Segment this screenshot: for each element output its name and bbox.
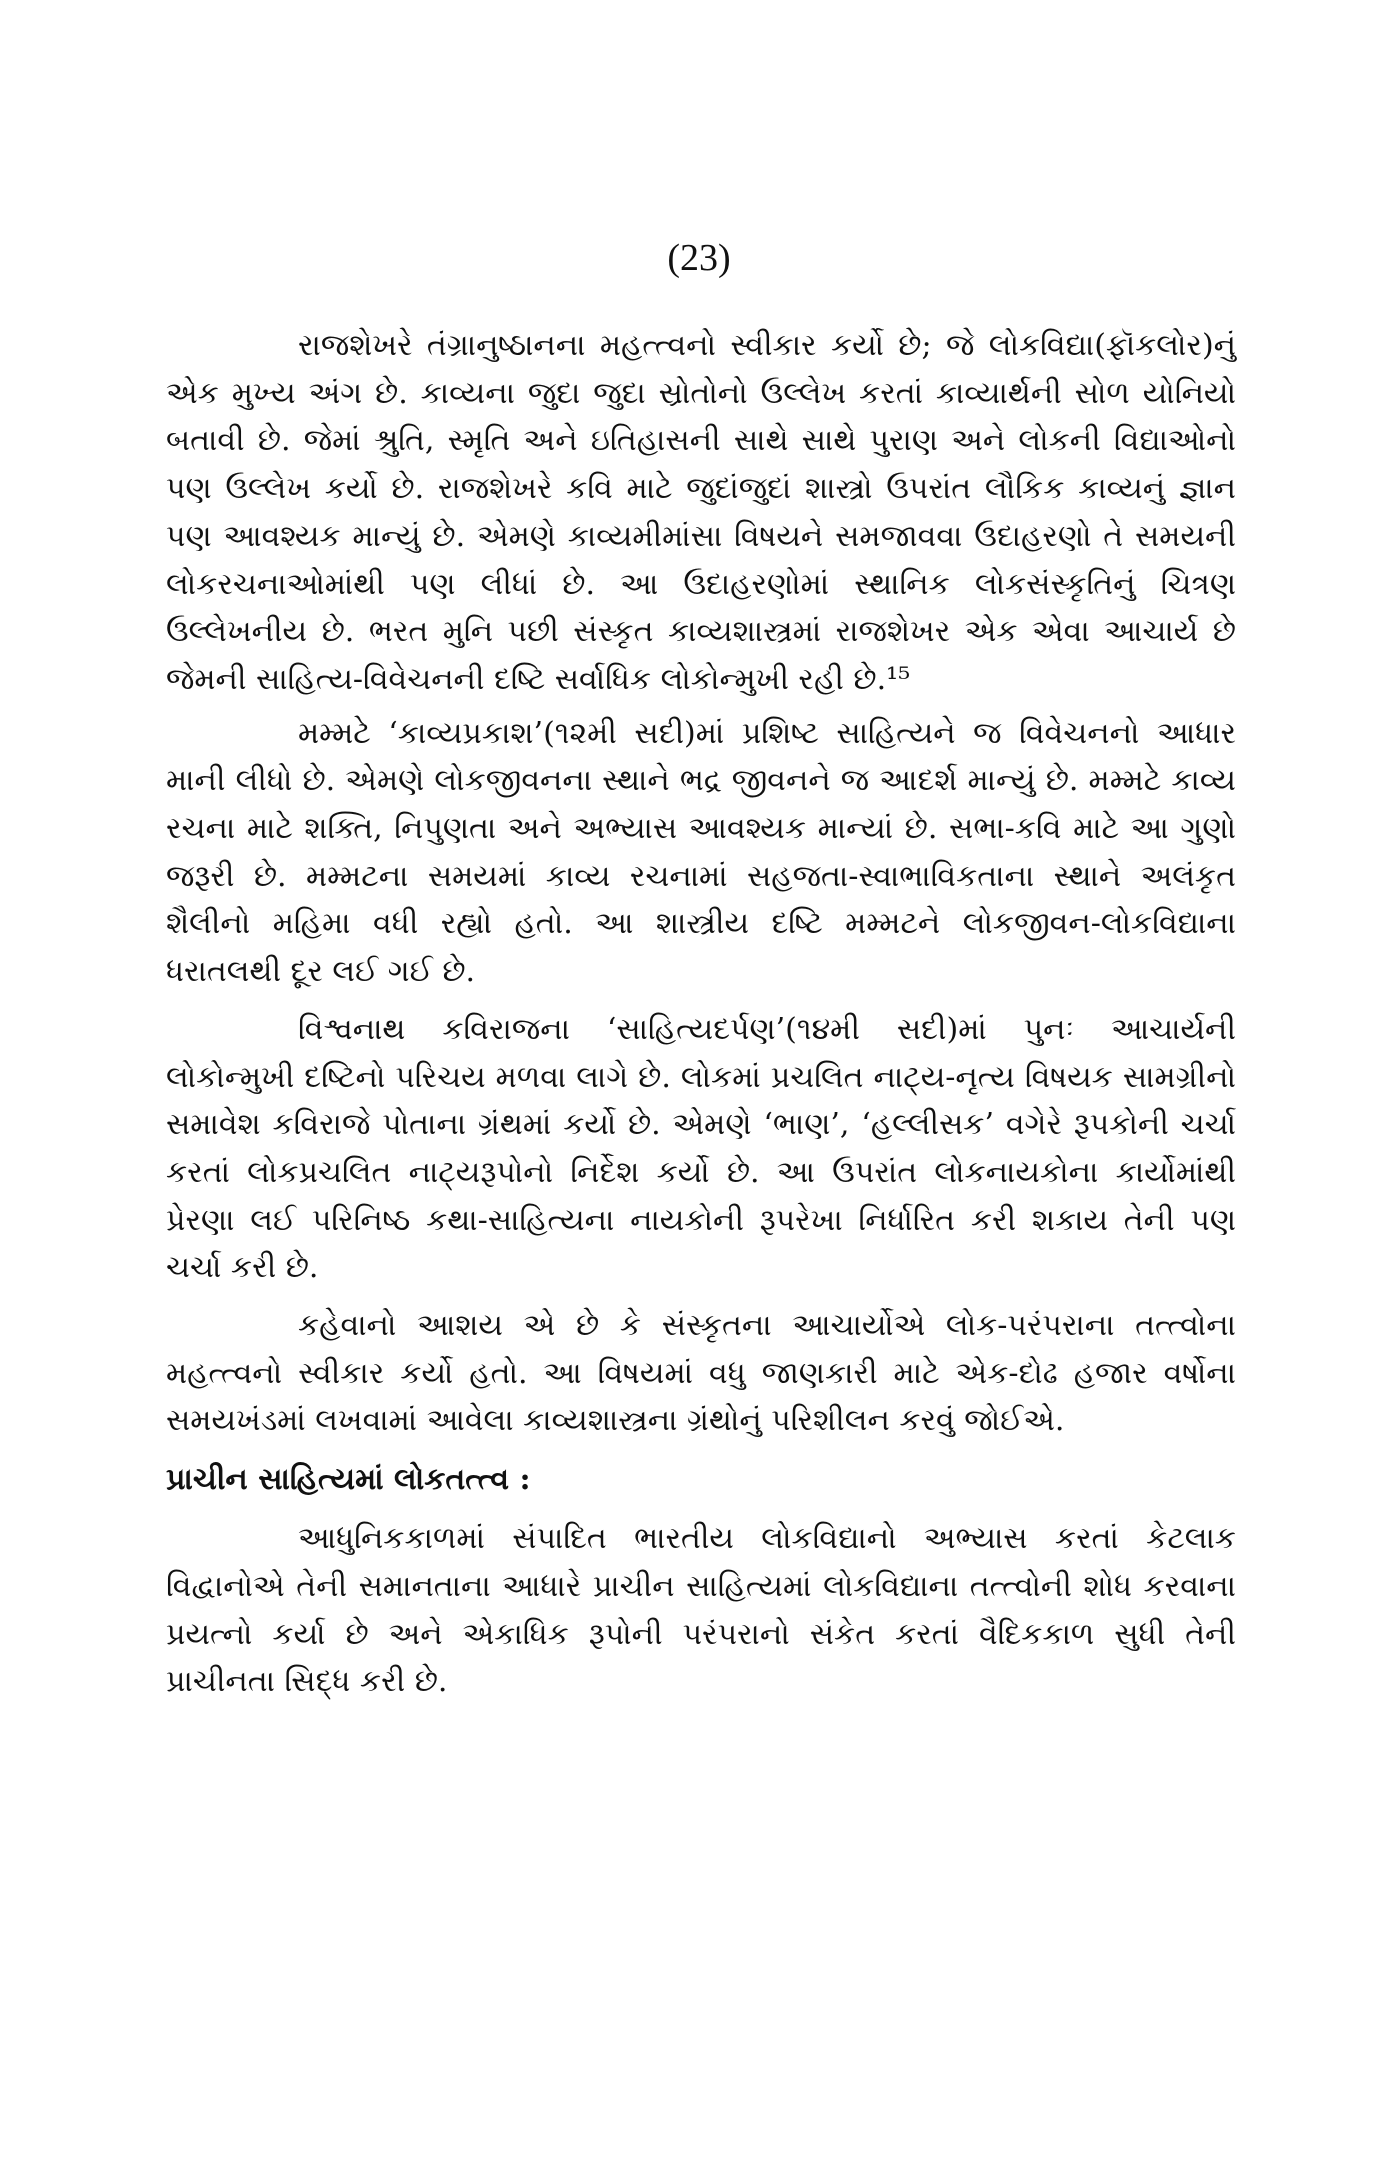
paragraph-text: મમ્મટે ‘કાવ્યપ્રકાશ’(૧૨મી સદી)માં પ્રશિષ્ટ સાહિત્યને જ વિવેચનનો આધાર માની લીધો છે. એમણે લોકજીવનના સ્થાને ભદ્ર જીવનને જ આદર્શ માન્યું છે. મમ્મટે કાવ્ય રચના માટે શક્તિ, નિપુણતા અને અભ્યાસ આવશ્યક માન્યાં છે. સભા-કવિ માટે આ ગુણો જરૂરી છે. મમ્મટના સમયમાં કાવ્ય રચનામાં સહજતા-સ્વાભાવિકતાના સ્થાને અલંકૃત શૈલીનો મહિમા વધી રહ્યો હતો. આ શાસ્ત્રીય દષ્ટિ મમ્મટને લોકજીવન-લોકવિદ્યાના ધરાતલથી દૂર લઈ ગઈ છે. xyxy=(166,715,1236,990)
paragraph-mammata xyxy=(166,710,1236,996)
section-heading: પ્રાચીન સાહિત્યમાં લોકતત્ત્વ : xyxy=(166,1462,531,1498)
paragraph-text: કહેવાનો આશય એ છે કે સંસ્કૃતના આચાર્યોએ લોક-પરંપરાના તત્ત્વોના મહત્ત્વનો સ્વીકાર કર્યો હતો. આ વિષયમાં વધુ જાણકારી માટે એક-દોઢ હજાર વર્ષોના સમયખંડમાં લખવામાં આવેલા કાવ્યશાસ્ત્રના ગ્રંથોનું પરિશીલન કરવું જોઈએ. xyxy=(166,1308,1236,1439)
page-body xyxy=(166,322,1236,1706)
paragraph-rajshekhar xyxy=(166,322,1236,704)
page-number: (23) xyxy=(667,237,731,279)
paragraph-text: વિશ્વનાથ કવિરાજના ‘સાહિત્યદર્પણ’(૧૪મી સદી)માં પુનઃ આચાર્યની લોકોન્મુખી દષ્ટિનો પરિચય મળવા લાગે છે. લોકમાં પ્રચલિત નાટ્ય-નૃત્ય વિષયક સામગ્રીનો સમાવેશ કવિરાજે પોતાના ગ્રંથમાં કર્યો છે. એમણે ‘ભાણ’, ‘હલ્લીસક’ વગેરે રૂપકોની ચર્ચા કરતાં લોકપ્રચલિત નાટ્યરૂપોનો નિર્દેશ કર્યો છે. આ ઉપરાંત લોકનાયકોના કાર્યોમાંથી પ્રેરણા લઈ પરિનિષ્ઠ કથા-સાહિત્યના નાયકોની રૂપરેખા નિર્ધારિત કરી શકાય તેની પણ ચર્ચા કરી છે. xyxy=(166,1011,1236,1286)
paragraph-summary xyxy=(166,1302,1236,1445)
paragraph-ancient-literature xyxy=(166,1515,1236,1706)
paragraph-vishwanath xyxy=(166,1006,1236,1292)
paragraph-text: રાજશેખરે તંગ્રાનુષ્ઠાનના મહત્ત્વનો સ્વીકાર કર્યો છે; જે લોકવિદ્યા(ફૉકલોર)નું એક મુખ્ય અંગ છે. કાવ્યના જુદા જુદા સ્રોતોનો ઉલ્લેખ કરતાં કાવ્યાર્થની સોળ યોનિયો બતાવી છે. જેમાં શ્રુતિ, સ્મૃતિ અને ઇતિહાસની સાથે સાથે પુરાણ અને લોકની વિદ્યાઓનો પણ ઉલ્લેખ કર્યો છે. રાજશેખરે કવિ માટે જુદાંજુદાં શાસ્ત્રો ઉપરાંત લૌકિક કાવ્યનું જ્ઞાન પણ આવશ્યક માન્યું છે. એમણે કાવ્યમીમાંસા વિષયને સમજાવવા ઉદાહરણો તે સમયની લોકરચનાઓમાંથી પણ લીધાં છે. આ ઉદાહરણોમાં સ્થાનિક લોકસંસ્કૃતિનું ચિત્રણ ઉલ્લેખનીય છે. ભરત મુનિ પછી સંસ્કૃત કાવ્યશાસ્ત્રમાં રાજશેખર એક એવા આચાર્ય છે જેમની સાહિત્ય-વિવેચનની દષ્ટિ સર્વાધિક લોકોન્મુખી રહી છે.¹⁵ xyxy=(166,328,1236,697)
paragraph-text: આધુનિકકાળમાં સંપાદિત ભારતીય લોકવિદ્યાનો અભ્યાસ કરતાં કેટલાક વિદ્વાનોએ તેની સમાનતાના આધારે પ્રાચીન સાહિત્યમાં લોકવિદ્યાના તત્ત્વોની શોધ કરવાના પ્રયત્નો કર્યા છે અને એકાધિક રૂપોની પરંપરાનો સંકેત કરતાં વૈદિકકાળ સુધી તેની પ્રાચીનતા સિદ્ધ કરી છે. xyxy=(166,1521,1236,1700)
